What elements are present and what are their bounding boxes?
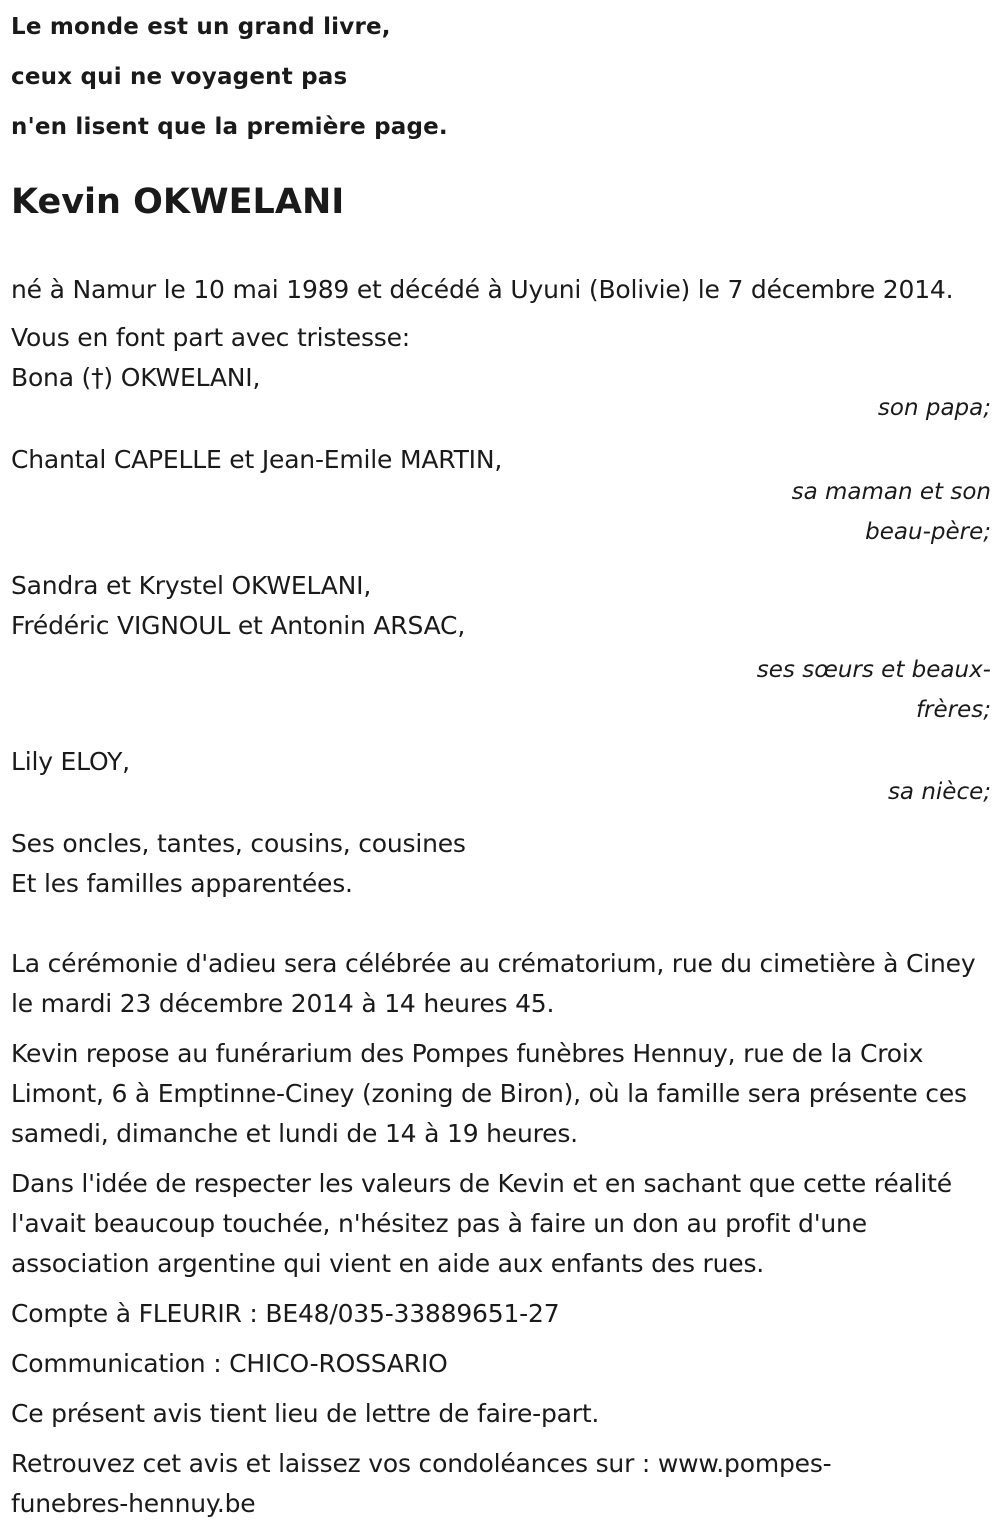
- deceased-name: Kevin OKWELANI: [11, 182, 345, 222]
- family-relation: beau-père;: [865, 519, 991, 545]
- quote-line: n'en lisent que la première page.: [11, 114, 448, 140]
- notice-info: Ce présent avis tient lieu de lettre de faire-part.: [11, 1399, 600, 1428]
- website-link[interactable]: funebres-hennuy.be: [11, 1489, 256, 1518]
- ceremony-info: La cérémonie d'adieu sera célébrée au crématorium, rue du cimetière à Ciney le mardi 23 décembre 2014 à 14 heures 45.: [11, 949, 976, 1018]
- family-relation: ses sœurs et beaux-: [756, 657, 991, 683]
- family-member-name: Chantal CAPELLE et Jean-Emile MARTIN,: [11, 445, 503, 474]
- website-line: Retrouvez cet avis et laissez vos condoléances sur : www.pompes-: [11, 1449, 832, 1478]
- quote-line: Le monde est un grand livre,: [11, 14, 391, 40]
- family-group: [11, 358, 991, 428]
- donation-info: Dans l'idée de respecter les valeurs de Kevin et en sachant que cette réalité l'avait beaucoup touchée, n'hésitez pas à faire un don au profit d'une association argentine qui vient en aide aux enfants des rues.: [11, 1169, 952, 1278]
- quote-line: ceux qui ne voyagent pas: [11, 64, 348, 90]
- family-group: [11, 566, 991, 730]
- family-group: [11, 440, 991, 552]
- other-relatives: [11, 824, 991, 904]
- funeral-home-info: Kevin repose au funérarium des Pompes funèbres Hennuy, rue de la Croix Limont, 6 à Emptinne-Ciney (zoning de Biron), où la famille sera présente ces samedi, dimanche et lundi de 14 à 19 heures.: [11, 1039, 967, 1148]
- family-member-name: Sandra et Krystel OKWELANI,: [11, 571, 372, 600]
- birth-death-info: né à Namur le 10 mai 1989 et décédé à Uyuni (Bolivie) le 7 décembre 2014.: [11, 275, 954, 304]
- announcement-intro: Vous en font part avec tristesse:: [11, 323, 411, 352]
- account-info: Compte à FLEURIR : BE48/035-33889651-27: [11, 1299, 560, 1328]
- communication-info: Communication : CHICO-ROSSARIO: [11, 1349, 448, 1378]
- family-member-name: Frédéric VIGNOUL et Antonin ARSAC,: [11, 611, 466, 640]
- website-info: [11, 1444, 991, 1524]
- obituary-notice: [11, 0, 991, 1524]
- family-group: [11, 742, 991, 812]
- family-relation: sa maman et son: [791, 479, 991, 505]
- family-member-name: Bona (†) OKWELANI,: [11, 363, 261, 392]
- epigraph-quote: [11, 2, 991, 152]
- family-relation: frères;: [915, 697, 991, 723]
- relatives-line: Ses oncles, tantes, cousins, cousines: [11, 829, 466, 858]
- family-member-name: Lily ELOY,: [11, 747, 130, 776]
- family-relation: sa nièce;: [887, 779, 991, 805]
- family-relation: son papa;: [877, 395, 991, 421]
- relatives-line: Et les familles apparentées.: [11, 869, 353, 898]
